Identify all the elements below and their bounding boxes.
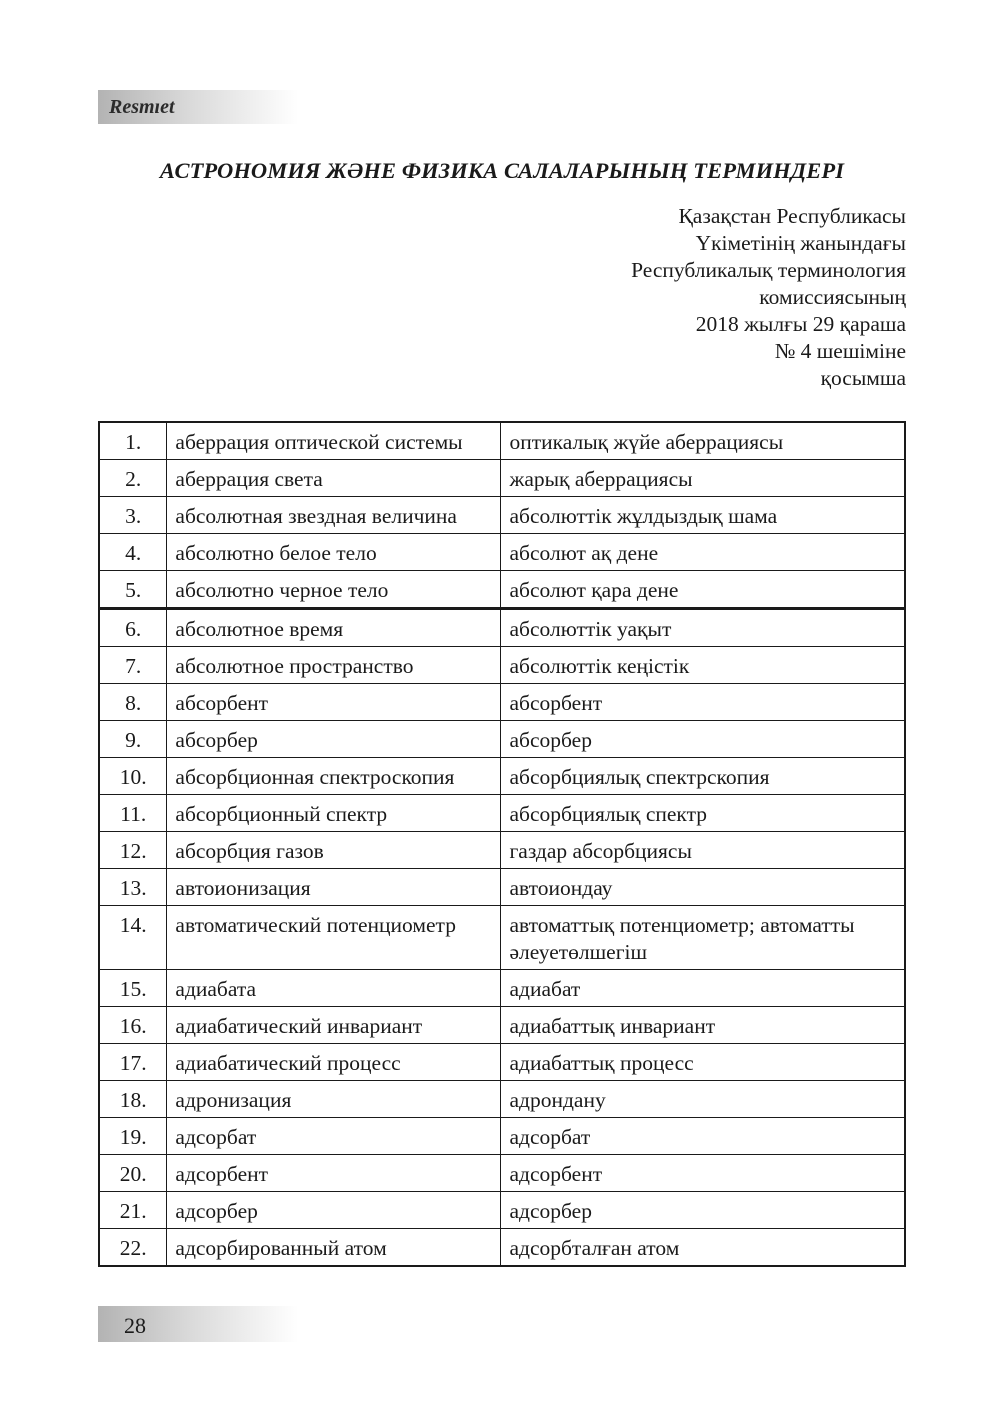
term-kazakh: абсолюттік уақыт <box>501 609 905 647</box>
term-number: 11. <box>99 795 167 832</box>
note-line: № 4 шешіміне <box>774 339 906 363</box>
table-row <box>99 1044 905 1081</box>
term-number: 19. <box>99 1118 167 1155</box>
note-line: қосымша <box>820 366 906 390</box>
terms-table <box>98 421 906 1267</box>
term-russian: аберрация оптической системы <box>167 422 501 460</box>
term-russian: адиабатический инвариант <box>167 1007 501 1044</box>
term-kazakh: адсорбат <box>501 1118 905 1155</box>
note-line: 2018 жылғы 29 қараша <box>695 312 906 336</box>
term-russian: абсорбция газов <box>167 832 501 869</box>
term-kazakh: адиабаттық инвариант <box>501 1007 905 1044</box>
table-row <box>99 497 905 534</box>
term-kazakh: абсорбер <box>501 721 905 758</box>
term-russian: абсолютно белое тело <box>167 534 501 571</box>
term-kazakh: адсорбер <box>501 1192 905 1229</box>
term-number: 16. <box>99 1007 167 1044</box>
term-russian: абсолютное пространство <box>167 647 501 684</box>
term-kazakh: адиабат <box>501 970 905 1007</box>
term-number: 4. <box>99 534 167 571</box>
term-number: 8. <box>99 684 167 721</box>
term-kazakh: автоиондау <box>501 869 905 906</box>
term-kazakh: адиабаттық процесс <box>501 1044 905 1081</box>
term-kazakh: адсорбталған атом <box>501 1229 905 1267</box>
term-kazakh: абсолюттік жұлдыздық шама <box>501 497 905 534</box>
term-russian: адронизация <box>167 1081 501 1118</box>
table-row <box>99 1118 905 1155</box>
term-number: 6. <box>99 609 167 647</box>
table-row <box>99 684 905 721</box>
table-row <box>99 970 905 1007</box>
term-russian: аберрация света <box>167 460 501 497</box>
term-kazakh: автоматтық потенциометр; автоматты әлеуетөлшегіш <box>501 906 905 970</box>
term-number: 13. <box>99 869 167 906</box>
table-row <box>99 609 905 647</box>
page-footer <box>98 1306 298 1342</box>
term-russian: абсорбционная спектроскопия <box>167 758 501 795</box>
table-row <box>99 534 905 571</box>
term-number: 5. <box>99 571 167 609</box>
page-title: АСТРОНОМИЯ ЖӘНЕ ФИЗИКА САЛАЛАРЫНЫҢ ТЕРМИНДЕРІ <box>159 158 845 183</box>
table-row <box>99 1007 905 1044</box>
table-row <box>99 1155 905 1192</box>
term-number: 21. <box>99 1192 167 1229</box>
note-line: Республикалық терминология <box>631 258 906 282</box>
term-number: 7. <box>99 647 167 684</box>
term-kazakh: абсолют қара дене <box>501 571 905 609</box>
term-russian: абсорбент <box>167 684 501 721</box>
running-title: Resmıet <box>109 96 175 118</box>
term-russian: адсорбент <box>167 1155 501 1192</box>
note-line: комиссиясының <box>759 285 906 309</box>
term-russian: абсолютно черное тело <box>167 571 501 609</box>
term-russian: абсолютное время <box>167 609 501 647</box>
term-number: 9. <box>99 721 167 758</box>
table-row <box>99 795 905 832</box>
table-row <box>99 647 905 684</box>
term-kazakh: абсолюттік кеңістік <box>501 647 905 684</box>
table-row <box>99 571 905 609</box>
term-kazakh: оптикалық жүйе аберрациясы <box>501 422 905 460</box>
page-number: 28 <box>124 1313 146 1338</box>
term-russian: абсолютная звездная величина <box>167 497 501 534</box>
term-russian: автоматический потенциометр <box>167 906 501 970</box>
term-russian: адсорбат <box>167 1118 501 1155</box>
table-row <box>99 906 905 970</box>
term-russian: адсорбер <box>167 1192 501 1229</box>
table-row <box>99 1081 905 1118</box>
note-line: Қазақстан Республикасы <box>678 204 906 228</box>
approval-note <box>631 203 906 392</box>
term-kazakh: абсорбент <box>501 684 905 721</box>
term-number: 17. <box>99 1044 167 1081</box>
table-row <box>99 1192 905 1229</box>
term-russian: автоионизация <box>167 869 501 906</box>
term-number: 10. <box>99 758 167 795</box>
term-russian: абсорбер <box>167 721 501 758</box>
terms-table-body <box>99 422 905 1266</box>
running-header <box>98 90 298 124</box>
term-russian: адсорбированный атом <box>167 1229 501 1267</box>
term-number: 15. <box>99 970 167 1007</box>
term-russian: абсорбционный спектр <box>167 795 501 832</box>
term-kazakh: абсорбциялық спектрскопия <box>501 758 905 795</box>
term-number: 22. <box>99 1229 167 1267</box>
term-kazakh: адсорбент <box>501 1155 905 1192</box>
table-row <box>99 422 905 460</box>
term-kazakh: газдар абсорбциясы <box>501 832 905 869</box>
term-kazakh: жарық аберрациясы <box>501 460 905 497</box>
table-row <box>99 832 905 869</box>
note-line: Үкіметінің жанындағы <box>695 231 906 255</box>
table-row <box>99 869 905 906</box>
table-row <box>99 721 905 758</box>
term-number: 12. <box>99 832 167 869</box>
term-kazakh: адрондану <box>501 1081 905 1118</box>
term-russian: адиабатический процесс <box>167 1044 501 1081</box>
term-number: 2. <box>99 460 167 497</box>
table-row <box>99 758 905 795</box>
term-number: 1. <box>99 422 167 460</box>
table-row <box>99 460 905 497</box>
term-number: 20. <box>99 1155 167 1192</box>
term-kazakh: абсолют ақ дене <box>501 534 905 571</box>
term-number: 3. <box>99 497 167 534</box>
term-number: 14. <box>99 906 167 970</box>
term-kazakh: абсорбциялық спектр <box>501 795 905 832</box>
table-row <box>99 1229 905 1267</box>
term-russian: адиабата <box>167 970 501 1007</box>
term-number: 18. <box>99 1081 167 1118</box>
